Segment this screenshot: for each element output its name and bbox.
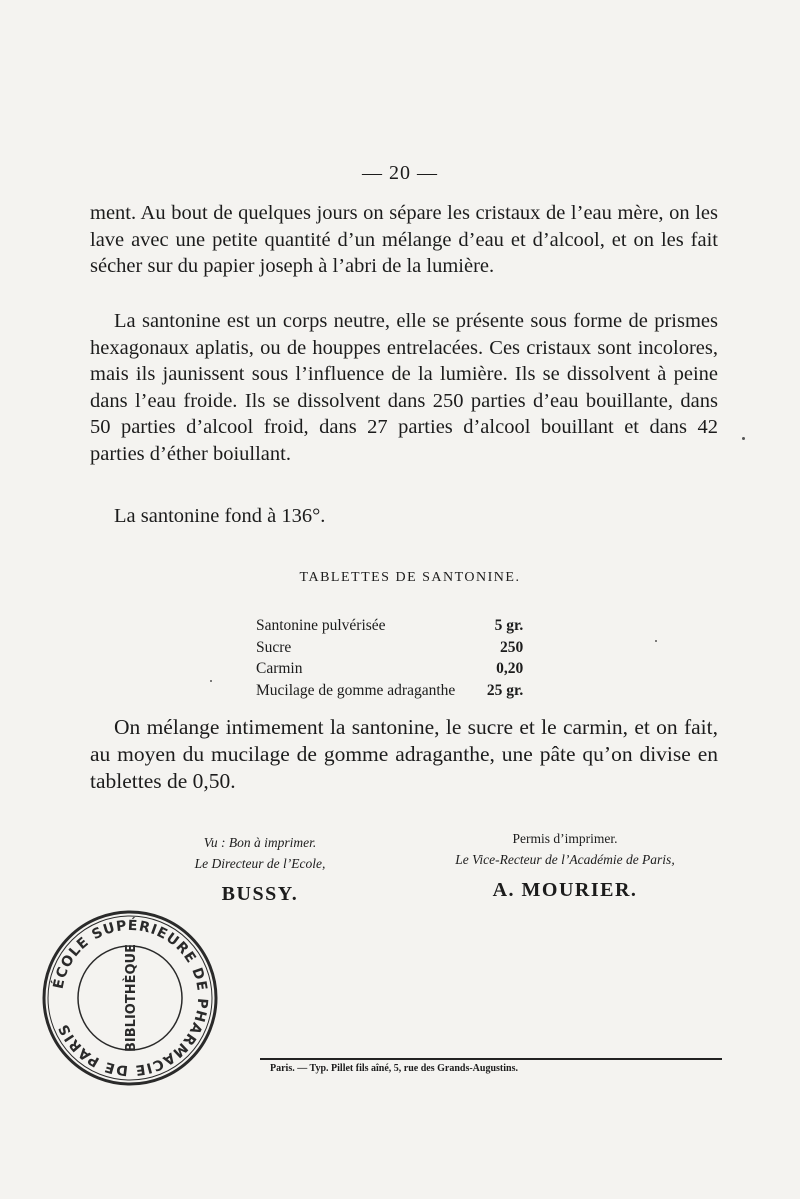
- paragraph-2-text: La santonine est un corps neutre, elle se présente sous forme de prismes hexagonaux aplatis, ou de houppes entrelacées. Ces cristaux sont incolores, mais ils jaunissent sous l’influence de la lumière. Ils se dissolvent à peine dans l’eau froide. Ils se dissolvent dans 250 parties d’eau bouillante, dans 50 parties d’alcool froid, dans 27 parties d’alcool bouillant et dans 42 parties d’éther boiullant.: [90, 310, 718, 465]
- ingredient-name: Santonine pulvérisée: [256, 617, 386, 634]
- library-stamp-icon: [40, 908, 220, 1088]
- approval-vice-rector: [430, 831, 700, 900]
- ingredient-quantity: 5 gr.: [494, 617, 524, 634]
- approval-vice-rector-line1: Permis d’imprimer.: [512, 831, 618, 846]
- recipe-title: TABLETTES DE SANTONINE.: [299, 570, 521, 585]
- paragraph-1-text: ment. Au bout de quelques jours on sépare les cristaux de l’eau mère, on les lave avec une petite quantité d’un mélange d’eau et d’alcool, et on les fait sécher sur du papier joseph à l’abri de la lumière.: [90, 202, 718, 278]
- paragraph-4: [90, 714, 718, 795]
- paper-speck: [742, 437, 745, 440]
- paragraph-2: [90, 308, 718, 468]
- paper-speck: [210, 680, 212, 682]
- recipe-row: [256, 639, 523, 661]
- approval-director-line1: Vu : Bon à imprimer.: [203, 835, 317, 850]
- ingredient-name: Carmin: [256, 660, 303, 677]
- page-number: — 20 —: [362, 162, 438, 184]
- stamp-outer-text: ÉCOLE SUPÉRIEURE DE PHARMACIE DE PARIS: [50, 917, 211, 1079]
- paragraph-3: [90, 503, 718, 530]
- printer-rule: [260, 1058, 722, 1060]
- ingredient-name: Sucre: [256, 638, 292, 656]
- paper-speck: [655, 640, 657, 642]
- ingredient-name: Mucilage de gomme adraganthe: [256, 681, 456, 699]
- signature-mourier: A. MOURIER.: [492, 879, 638, 901]
- printer-imprint: Paris. — Typ. Pillet fils aîné, 5, rue des Grands-Augustins.: [270, 1063, 518, 1074]
- recipe-row: [256, 660, 523, 682]
- recipe-row: [256, 617, 523, 639]
- approval-director: [160, 835, 360, 904]
- signature-bussy: BUSSY.: [221, 883, 299, 905]
- ingredient-quantity: 0,20: [496, 660, 524, 677]
- ingredient-quantity: 25 gr.: [486, 681, 524, 699]
- stamp-inner-text: BIBLIOTHÈQUE: [124, 944, 139, 1052]
- ingredient-quantity: 250: [500, 638, 524, 656]
- recipe-table: [256, 617, 523, 703]
- paragraph-1: [90, 200, 718, 280]
- paragraph-3-text: La santonine fond à 136°.: [114, 505, 326, 527]
- recipe-row: [256, 682, 523, 704]
- approval-director-line2: Le Directeur de l’Ecole,: [194, 856, 326, 871]
- paragraph-4-text: On mélange intimement la santonine, le sucre et le carmin, et on fait, au moyen du mucilage de gomme adraganthe, une pâte qu’on divise en tablettes de 0,50.: [90, 715, 718, 793]
- approval-vice-rector-line2: Le Vice-Recteur de l’Académie de Paris,: [455, 852, 675, 867]
